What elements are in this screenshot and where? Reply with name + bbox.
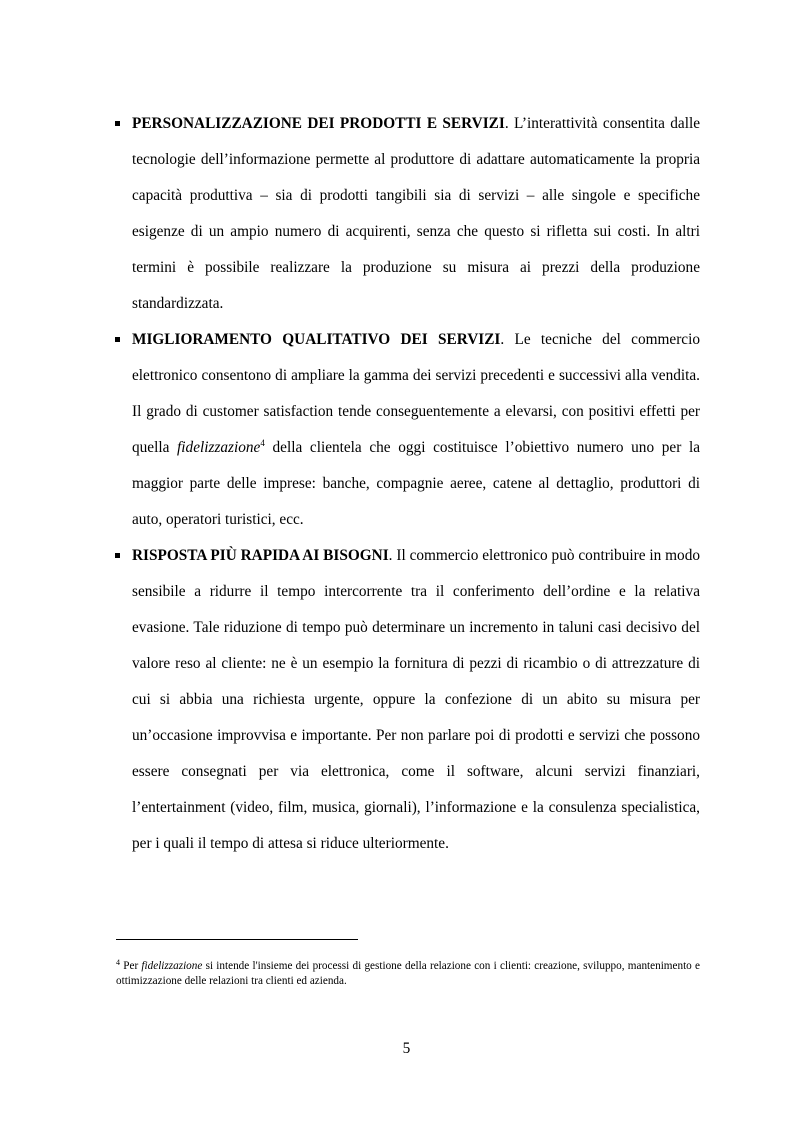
item-text-continued: della clientela che oggi costituisce l’obiettivo numero uno per la maggior parte delle imprese: banche, compagnie aeree, catene al dettaglio, produttori di auto, operatori turistici, ecc. (132, 439, 700, 528)
footnote-reference[interactable]: 4 (260, 438, 265, 448)
item-title: MIGLIORAMENTO QUALITATIVO DEI SERVIZI (132, 331, 501, 348)
item-text: . Le tecniche del commercio elettronico consentono di ampliare la gamma dei servizi precedenti e successivi alla vendita. Il grado di customer satisfaction tende conseguentemente a elevarsi, con positivi effetti per quella (132, 331, 700, 456)
item-title: RISPOSTA PIÙ RAPIDA AI BISOGNI (132, 547, 389, 564)
item-text: . Il commercio elettronico può contribuire in modo sensibile a ridurre il tempo intercorrente tra il conferimento dell’ordine e la relativa evasione. Tale riduzione di tempo può determinare un incremento in taluni casi decisivo del valore reso al cliente: ne è un esempio la fornitura di pezzi di ricambio o di attrezzature di cui si abbia una richiesta urgente, oppure la confezione di un abito su misura per un’occasione improvvisa e importante. Per non parlare poi di prodotti e servizi che possono essere consegnati per via elettronica, come il software, alcuni servizi finanziari, l’entertainment (video, film, musica, giornali), l’informazione e la consulenza specialistica, per i quali il tempo di attesa si riduce ulteriormente. (132, 547, 700, 852)
square-bullet-icon (115, 337, 120, 342)
square-bullet-icon (115, 553, 120, 558)
list-item (114, 106, 700, 322)
list-item (114, 538, 700, 862)
square-bullet-icon (115, 121, 120, 126)
footnote-prefix: Per (120, 960, 142, 972)
footnote-separator (116, 939, 358, 940)
page-number: 5 (402, 1040, 411, 1057)
item-title: PERSONALIZZAZIONE DEI PRODOTTI E SERVIZI (132, 115, 505, 132)
footnote-text: si intende l'insieme dei processi di gestione della relazione con i clienti: creazione, sviluppo, mantenimento e ottimizzazione delle relazioni tra clienti ed azienda. (116, 960, 700, 987)
italic-term: fidelizzazione (177, 439, 261, 456)
item-text: . L’interattività consentita dalle tecnologie dell’informazione permette al produttore di adattare automaticamente la propria capacità produttiva – sia di prodotti tangibili sia di servizi – alle singole e specifiche esigenze di un ampio numero di acquirenti, senza che questo si rifletta sui costi. In altri termini è possibile realizzare la produzione su misura ai prezzi della produzione standardizzata. (132, 115, 700, 312)
footnote-italic-term: fidelizzazione (141, 960, 203, 972)
footnote (116, 959, 700, 989)
bullet-list (114, 106, 700, 862)
list-item (114, 322, 700, 538)
footnote-number: 4 (116, 958, 120, 967)
